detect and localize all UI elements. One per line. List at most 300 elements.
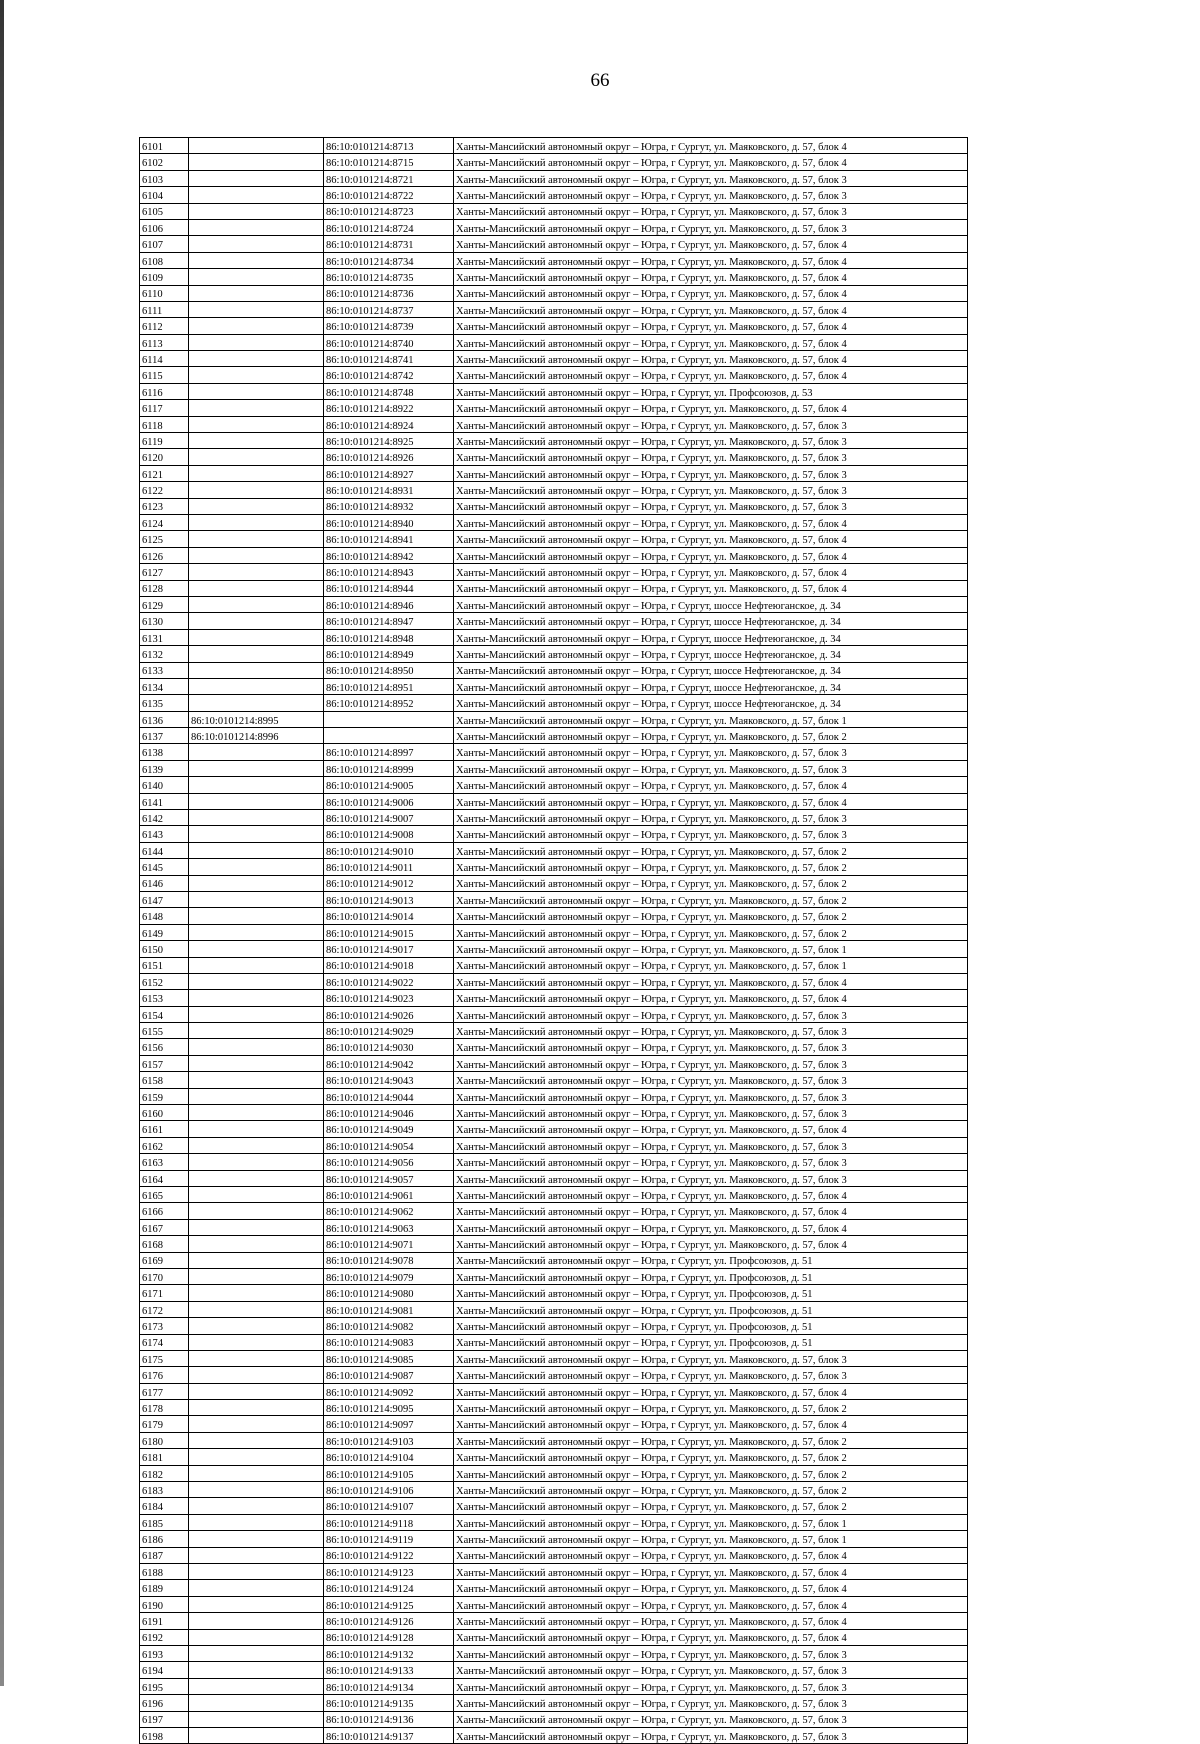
object-number-cell: 86:10:0101214:9062 <box>324 1203 454 1219</box>
row-number-cell: 6180 <box>140 1432 189 1448</box>
table-row <box>140 1285 968 1301</box>
object-number-cell: 86:10:0101214:9106 <box>324 1482 454 1498</box>
address-cell: Ханты-Мансийский автономный округ – Югра, г Сургут, ул. Маяковского, д. 57, блок 4 <box>454 154 968 170</box>
row-number-cell: 6188 <box>140 1563 189 1579</box>
address-cell: Ханты-Мансийский автономный округ – Югра, г Сургут, ул. Маяковского, д. 57, блок 3 <box>454 187 968 203</box>
row-number-cell: 6183 <box>140 1482 189 1498</box>
parcel-number-cell <box>189 1350 324 1366</box>
row-number-cell: 6154 <box>140 1006 189 1022</box>
object-number-cell: 86:10:0101214:8997 <box>324 744 454 760</box>
row-number-cell: 6176 <box>140 1367 189 1383</box>
parcel-number-cell <box>189 1055 324 1071</box>
address-cell: Ханты-Мансийский автономный округ – Югра, г Сургут, ул. Маяковского, д. 57, блок 3 <box>454 760 968 776</box>
object-number-cell: 86:10:0101214:9014 <box>324 908 454 924</box>
parcel-number-cell <box>189 203 324 219</box>
object-number-cell: 86:10:0101214:9010 <box>324 842 454 858</box>
parcel-number-cell <box>189 219 324 235</box>
object-number-cell: 86:10:0101214:8734 <box>324 252 454 268</box>
address-cell: Ханты-Мансийский автономный округ – Югра, г Сургут, ул. Маяковского, д. 57, блок 4 <box>454 990 968 1006</box>
row-number-cell: 6109 <box>140 269 189 285</box>
row-number-cell: 6191 <box>140 1613 189 1629</box>
parcel-number-cell <box>189 580 324 596</box>
table-row <box>140 301 968 317</box>
parcel-number-cell <box>189 1318 324 1334</box>
object-number-cell: 86:10:0101214:8947 <box>324 613 454 629</box>
row-number-cell: 6189 <box>140 1580 189 1596</box>
table-row <box>140 1334 968 1350</box>
parcel-number-cell <box>189 941 324 957</box>
address-cell: Ханты-Мансийский автономный округ – Югра, г Сургут, ул. Маяковского, д. 57, блок 4 <box>454 1580 968 1596</box>
address-cell: Ханты-Мансийский автономный округ – Югра, г Сургут, ул. Маяковского, д. 57, блок 4 <box>454 351 968 367</box>
address-cell: Ханты-Мансийский автономный округ – Югра, г Сургут, ул. Маяковского, д. 57, блок 3 <box>454 1006 968 1022</box>
address-cell: Ханты-Мансийский автономный округ – Югра, г Сургут, ул. Маяковского, д. 57, блок 3 <box>454 219 968 235</box>
table-row <box>140 1531 968 1547</box>
registry-table <box>139 137 968 1744</box>
object-number-cell: 86:10:0101214:9080 <box>324 1285 454 1301</box>
object-number-cell: 86:10:0101214:8742 <box>324 367 454 383</box>
parcel-number-cell <box>189 859 324 875</box>
table-row <box>140 1498 968 1514</box>
object-number-cell: 86:10:0101214:9044 <box>324 1088 454 1104</box>
row-number-cell: 6170 <box>140 1268 189 1284</box>
object-number-cell: 86:10:0101214:9095 <box>324 1400 454 1416</box>
object-number-cell: 86:10:0101214:9061 <box>324 1187 454 1203</box>
object-number-cell: 86:10:0101214:9083 <box>324 1334 454 1350</box>
parcel-number-cell <box>189 613 324 629</box>
table-row <box>140 891 968 907</box>
object-number-cell: 86:10:0101214:9118 <box>324 1514 454 1530</box>
row-number-cell: 6197 <box>140 1711 189 1727</box>
parcel-number-cell <box>189 1154 324 1170</box>
address-cell: Ханты-Мансийский автономный округ – Югра, г Сургут, ул. Маяковского, д. 57, блок 3 <box>454 1154 968 1170</box>
table-row <box>140 1678 968 1694</box>
address-cell: Ханты-Мансийский автономный округ – Югра, г Сургут, шоссе Нефтеюганское, д. 34 <box>454 596 968 612</box>
object-number-cell <box>324 728 454 744</box>
parcel-number-cell <box>189 564 324 580</box>
object-number-cell: 86:10:0101214:9134 <box>324 1678 454 1694</box>
object-number-cell: 86:10:0101214:9136 <box>324 1711 454 1727</box>
table-row <box>140 170 968 186</box>
address-cell: Ханты-Мансийский автономный округ – Югра, г Сургут, ул. Маяковского, д. 57, блок 4 <box>454 547 968 563</box>
address-cell: Ханты-Мансийский автономный округ – Югра, г Сургут, ул. Маяковского, д. 57, блок 2 <box>454 891 968 907</box>
row-number-cell: 6166 <box>140 1203 189 1219</box>
object-number-cell: 86:10:0101214:8922 <box>324 400 454 416</box>
table-row <box>140 219 968 235</box>
address-cell: Ханты-Мансийский автономный округ – Югра, г Сургут, ул. Маяковского, д. 57, блок 4 <box>454 334 968 350</box>
address-cell: Ханты-Мансийский автономный округ – Югра, г Сургут, ул. Маяковского, д. 57, блок 2 <box>454 859 968 875</box>
row-number-cell: 6171 <box>140 1285 189 1301</box>
parcel-number-cell <box>189 695 324 711</box>
address-cell: Ханты-Мансийский автономный округ – Югра, г Сургут, ул. Маяковского, д. 57, блок 4 <box>454 269 968 285</box>
row-number-cell: 6162 <box>140 1137 189 1153</box>
address-cell: Ханты-Мансийский автономный округ – Югра, г Сургут, ул. Маяковского, д. 57, блок 3 <box>454 1023 968 1039</box>
object-number-cell: 86:10:0101214:9011 <box>324 859 454 875</box>
row-number-cell: 6104 <box>140 187 189 203</box>
address-cell: Ханты-Мансийский автономный округ – Югра, г Сургут, ул. Маяковского, д. 57, блок 3 <box>454 1088 968 1104</box>
table-row <box>140 1318 968 1334</box>
parcel-number-cell <box>189 908 324 924</box>
object-number-cell: 86:10:0101214:9054 <box>324 1137 454 1153</box>
parcel-number-cell <box>189 990 324 1006</box>
parcel-number-cell <box>189 1596 324 1612</box>
table-row <box>140 990 968 1006</box>
object-number-cell: 86:10:0101214:8952 <box>324 695 454 711</box>
table-row <box>140 1301 968 1317</box>
object-number-cell: 86:10:0101214:8740 <box>324 334 454 350</box>
row-number-cell: 6177 <box>140 1383 189 1399</box>
table-row <box>140 1055 968 1071</box>
table-row <box>140 1154 968 1170</box>
address-cell: Ханты-Мансийский автономный округ – Югра, г Сургут, ул. Маяковского, д. 57, блок 3 <box>454 433 968 449</box>
object-number-cell: 86:10:0101214:9092 <box>324 1383 454 1399</box>
address-cell: Ханты-Мансийский автономный округ – Югра, г Сургут, ул. Профсоюзов, д. 51 <box>454 1318 968 1334</box>
address-cell: Ханты-Мансийский автономный округ – Югра, г Сургут, ул. Маяковского, д. 57, блок 3 <box>454 744 968 760</box>
table-row <box>140 973 968 989</box>
object-number-cell: 86:10:0101214:9012 <box>324 875 454 891</box>
parcel-number-cell <box>189 1105 324 1121</box>
object-number-cell: 86:10:0101214:9022 <box>324 973 454 989</box>
row-number-cell: 6167 <box>140 1219 189 1235</box>
row-number-cell: 6121 <box>140 465 189 481</box>
table-row <box>140 433 968 449</box>
table-row <box>140 547 968 563</box>
table-row <box>140 1252 968 1268</box>
row-number-cell: 6173 <box>140 1318 189 1334</box>
object-number-cell: 86:10:0101214:8932 <box>324 498 454 514</box>
parcel-number-cell <box>189 1465 324 1481</box>
table-row <box>140 1547 968 1563</box>
address-cell: Ханты-Мансийский автономный округ – Югра, г Сургут, ул. Маяковского, д. 57, блок 4 <box>454 367 968 383</box>
object-number-cell: 86:10:0101214:8931 <box>324 482 454 498</box>
parcel-number-cell <box>189 1285 324 1301</box>
address-cell: Ханты-Мансийский автономный округ – Югра, г Сургут, ул. Маяковского, д. 57, блок 4 <box>454 973 968 989</box>
row-number-cell: 6165 <box>140 1187 189 1203</box>
table-row <box>140 1695 968 1711</box>
object-number-cell: 86:10:0101214:8944 <box>324 580 454 596</box>
table-row <box>140 383 968 399</box>
table-row <box>140 138 968 154</box>
table-row <box>140 662 968 678</box>
address-cell: Ханты-Мансийский автономный округ – Югра, г Сургут, ул. Маяковского, д. 57, блок 2 <box>454 1432 968 1448</box>
row-number-cell: 6169 <box>140 1252 189 1268</box>
object-number-cell: 86:10:0101214:8925 <box>324 433 454 449</box>
address-cell: Ханты-Мансийский автономный округ – Югра, г Сургут, ул. Профсоюзов, д. 51 <box>454 1268 968 1284</box>
table-row <box>140 1006 968 1022</box>
table-row <box>140 728 968 744</box>
table-row <box>140 744 968 760</box>
object-number-cell: 86:10:0101214:9124 <box>324 1580 454 1596</box>
row-number-cell: 6127 <box>140 564 189 580</box>
table-row <box>140 285 968 301</box>
address-cell: Ханты-Мансийский автономный округ – Югра, г Сургут, ул. Маяковского, д. 57, блок 1 <box>454 941 968 957</box>
row-number-cell: 6140 <box>140 777 189 793</box>
table-row <box>140 941 968 957</box>
row-number-cell: 6185 <box>140 1514 189 1530</box>
address-cell: Ханты-Мансийский автономный округ – Югра, г Сургут, ул. Маяковского, д. 57, блок 2 <box>454 875 968 891</box>
parcel-number-cell <box>189 875 324 891</box>
address-cell: Ханты-Мансийский автономный округ – Югра, г Сургут, ул. Маяковского, д. 57, блок 3 <box>454 203 968 219</box>
table-row <box>140 400 968 416</box>
address-cell: Ханты-Мансийский автономный округ – Югра, г Сургут, ул. Маяковского, д. 57, блок 1 <box>454 1531 968 1547</box>
parcel-number-cell <box>189 449 324 465</box>
table-row <box>140 514 968 530</box>
parcel-number-cell <box>189 1629 324 1645</box>
parcel-number-cell <box>189 1711 324 1727</box>
address-cell: Ханты-Мансийский автономный округ – Югра, г Сургут, ул. Маяковского, д. 57, блок 4 <box>454 318 968 334</box>
address-cell: Ханты-Мансийский автономный округ – Югра, г Сургут, ул. Маяковского, д. 57, блок 4 <box>454 580 968 596</box>
table-row <box>140 695 968 711</box>
table-row <box>140 1727 968 1743</box>
row-number-cell: 6107 <box>140 236 189 252</box>
object-number-cell: 86:10:0101214:9057 <box>324 1170 454 1186</box>
table-row <box>140 793 968 809</box>
row-number-cell: 6158 <box>140 1072 189 1088</box>
address-cell: Ханты-Мансийский автономный округ – Югра, г Сургут, шоссе Нефтеюганское, д. 34 <box>454 662 968 678</box>
parcel-number-cell <box>189 1039 324 1055</box>
object-number-cell: 86:10:0101214:9107 <box>324 1498 454 1514</box>
row-number-cell: 6152 <box>140 973 189 989</box>
parcel-number-cell <box>189 1219 324 1235</box>
table-row <box>140 1088 968 1104</box>
row-number-cell: 6111 <box>140 301 189 317</box>
parcel-number-cell <box>189 252 324 268</box>
address-cell: Ханты-Мансийский автономный округ – Югра, г Сургут, шоссе Нефтеюганское, д. 34 <box>454 678 968 694</box>
row-number-cell: 6122 <box>140 482 189 498</box>
table-row <box>140 1203 968 1219</box>
row-number-cell: 6143 <box>140 826 189 842</box>
parcel-number-cell <box>189 498 324 514</box>
row-number-cell: 6132 <box>140 646 189 662</box>
parcel-number-cell <box>189 826 324 842</box>
table-row <box>140 1596 968 1612</box>
object-number-cell: 86:10:0101214:9017 <box>324 941 454 957</box>
address-cell: Ханты-Мансийский автономный округ – Югра, г Сургут, ул. Маяковского, д. 57, блок 4 <box>454 793 968 809</box>
parcel-number-cell <box>189 1334 324 1350</box>
table-row <box>140 1039 968 1055</box>
address-cell: Ханты-Мансийский автономный округ – Югра, г Сургут, ул. Маяковского, д. 57, блок 3 <box>454 1678 968 1694</box>
row-number-cell: 6116 <box>140 383 189 399</box>
row-number-cell: 6108 <box>140 252 189 268</box>
object-number-cell: 86:10:0101214:8748 <box>324 383 454 399</box>
object-number-cell: 86:10:0101214:9015 <box>324 924 454 940</box>
parcel-number-cell <box>189 1121 324 1137</box>
address-cell: Ханты-Мансийский автономный округ – Югра, г Сургут, ул. Маяковского, д. 57, блок 4 <box>454 531 968 547</box>
address-cell: Ханты-Мансийский автономный округ – Югра, г Сургут, ул. Маяковского, д. 57, блок 4 <box>454 1236 968 1252</box>
address-cell: Ханты-Мансийский автономный округ – Югра, г Сургут, ул. Маяковского, д. 57, блок 1 <box>454 957 968 973</box>
object-number-cell: 86:10:0101214:9042 <box>324 1055 454 1071</box>
row-number-cell: 6155 <box>140 1023 189 1039</box>
address-cell: Ханты-Мансийский автономный округ – Югра, г Сургут, шоссе Нефтеюганское, д. 34 <box>454 613 968 629</box>
table-row <box>140 678 968 694</box>
row-number-cell: 6194 <box>140 1662 189 1678</box>
table-row <box>140 1580 968 1596</box>
object-number-cell: 86:10:0101214:8924 <box>324 416 454 432</box>
parcel-number-cell <box>189 1727 324 1743</box>
address-cell: Ханты-Мансийский автономный округ – Югра, г Сургут, ул. Маяковского, д. 57, блок 3 <box>454 498 968 514</box>
parcel-number-cell <box>189 482 324 498</box>
address-cell: Ханты-Мансийский автономный округ – Югра, г Сургут, ул. Профсоюзов, д. 53 <box>454 383 968 399</box>
parcel-number-cell <box>189 170 324 186</box>
object-number-cell: 86:10:0101214:8724 <box>324 219 454 235</box>
object-number-cell: 86:10:0101214:9046 <box>324 1105 454 1121</box>
row-number-cell: 6102 <box>140 154 189 170</box>
address-cell: Ханты-Мансийский автономный округ – Югра, г Сургут, ул. Маяковского, д. 57, блок 4 <box>454 1383 968 1399</box>
table-row <box>140 1613 968 1629</box>
parcel-number-cell <box>189 1432 324 1448</box>
object-number-cell: 86:10:0101214:8723 <box>324 203 454 219</box>
object-number-cell: 86:10:0101214:8999 <box>324 760 454 776</box>
parcel-number-cell <box>189 1547 324 1563</box>
row-number-cell: 6149 <box>140 924 189 940</box>
object-number-cell: 86:10:0101214:9105 <box>324 1465 454 1481</box>
object-number-cell: 86:10:0101214:8735 <box>324 269 454 285</box>
page-number: 66 <box>590 70 610 91</box>
parcel-number-cell <box>189 744 324 760</box>
object-number-cell: 86:10:0101214:9006 <box>324 793 454 809</box>
object-number-cell: 86:10:0101214:9081 <box>324 1301 454 1317</box>
row-number-cell: 6182 <box>140 1465 189 1481</box>
address-cell: Ханты-Мансийский автономный округ – Югра, г Сургут, ул. Маяковского, д. 57, блок 2 <box>454 908 968 924</box>
table-row <box>140 810 968 826</box>
row-number-cell: 6164 <box>140 1170 189 1186</box>
address-cell: Ханты-Мансийский автономный округ – Югра, г Сургут, ул. Маяковского, д. 57, блок 2 <box>454 842 968 858</box>
table-row <box>140 465 968 481</box>
row-number-cell: 6187 <box>140 1547 189 1563</box>
row-number-cell: 6139 <box>140 760 189 776</box>
object-number-cell: 86:10:0101214:9132 <box>324 1645 454 1661</box>
parcel-number-cell <box>189 269 324 285</box>
parcel-number-cell <box>189 318 324 334</box>
object-number-cell: 86:10:0101214:9026 <box>324 1006 454 1022</box>
table-row <box>140 187 968 203</box>
table-row <box>140 1629 968 1645</box>
address-cell: Ханты-Мансийский автономный округ – Югра, г Сургут, ул. Маяковского, д. 57, блок 4 <box>454 1547 968 1563</box>
row-number-cell: 6129 <box>140 596 189 612</box>
address-cell: Ханты-Мансийский автономный округ – Югра, г Сургут, ул. Маяковского, д. 57, блок 3 <box>454 416 968 432</box>
parcel-number-cell <box>189 810 324 826</box>
table-row <box>140 842 968 858</box>
table-row <box>140 924 968 940</box>
row-number-cell: 6190 <box>140 1596 189 1612</box>
row-number-cell: 6195 <box>140 1678 189 1694</box>
table-row <box>140 875 968 891</box>
table-row <box>140 908 968 924</box>
table-row <box>140 859 968 875</box>
parcel-number-cell: 86:10:0101214:8996 <box>189 728 324 744</box>
object-number-cell: 86:10:0101214:9029 <box>324 1023 454 1039</box>
object-number-cell: 86:10:0101214:9071 <box>324 1236 454 1252</box>
row-number-cell: 6135 <box>140 695 189 711</box>
object-number-cell: 86:10:0101214:9082 <box>324 1318 454 1334</box>
table-row <box>140 449 968 465</box>
parcel-number-cell <box>189 646 324 662</box>
row-number-cell: 6119 <box>140 433 189 449</box>
parcel-number-cell <box>189 1662 324 1678</box>
object-number-cell: 86:10:0101214:9137 <box>324 1727 454 1743</box>
table-row <box>140 318 968 334</box>
parcel-number-cell <box>189 662 324 678</box>
table-row <box>140 646 968 662</box>
object-number-cell: 86:10:0101214:9119 <box>324 1531 454 1547</box>
row-number-cell: 6101 <box>140 138 189 154</box>
object-number-cell: 86:10:0101214:9133 <box>324 1662 454 1678</box>
parcel-number-cell <box>189 236 324 252</box>
address-cell: Ханты-Мансийский автономный округ – Югра, г Сургут, ул. Маяковского, д. 57, блок 4 <box>454 1187 968 1203</box>
object-number-cell: 86:10:0101214:9135 <box>324 1695 454 1711</box>
parcel-number-cell <box>189 1695 324 1711</box>
address-cell: Ханты-Мансийский автономный округ – Югра, г Сургут, ул. Маяковского, д. 57, блок 4 <box>454 1596 968 1612</box>
address-cell: Ханты-Мансийский автономный округ – Югра, г Сургут, ул. Маяковского, д. 57, блок 3 <box>454 1039 968 1055</box>
object-number-cell: 86:10:0101214:8739 <box>324 318 454 334</box>
address-cell: Ханты-Мансийский автономный округ – Югра, г Сургут, ул. Маяковского, д. 57, блок 3 <box>454 1170 968 1186</box>
object-number-cell: 86:10:0101214:9079 <box>324 1268 454 1284</box>
table-row <box>140 1482 968 1498</box>
parcel-number-cell <box>189 531 324 547</box>
object-number-cell <box>324 711 454 727</box>
row-number-cell: 6184 <box>140 1498 189 1514</box>
parcel-number-cell <box>189 1498 324 1514</box>
table-row <box>140 531 968 547</box>
address-cell: Ханты-Мансийский автономный округ – Югра, г Сургут, ул. Маяковского, д. 57, блок 4 <box>454 1121 968 1137</box>
table-row <box>140 236 968 252</box>
object-number-cell: 86:10:0101214:8946 <box>324 596 454 612</box>
row-number-cell: 6112 <box>140 318 189 334</box>
table-row <box>140 1400 968 1416</box>
parcel-number-cell <box>189 367 324 383</box>
row-number-cell: 6124 <box>140 514 189 530</box>
row-number-cell: 6138 <box>140 744 189 760</box>
parcel-number-cell <box>189 1088 324 1104</box>
row-number-cell: 6147 <box>140 891 189 907</box>
row-number-cell: 6179 <box>140 1416 189 1432</box>
row-number-cell: 6157 <box>140 1055 189 1071</box>
parcel-number-cell <box>189 285 324 301</box>
table-row <box>140 711 968 727</box>
registry-table-body <box>140 138 968 1744</box>
table-row <box>140 1137 968 1153</box>
row-number-cell: 6130 <box>140 613 189 629</box>
object-number-cell: 86:10:0101214:8941 <box>324 531 454 547</box>
row-number-cell: 6161 <box>140 1121 189 1137</box>
table-row <box>140 760 968 776</box>
row-number-cell: 6172 <box>140 1301 189 1317</box>
row-number-cell: 6141 <box>140 793 189 809</box>
table-row <box>140 1563 968 1579</box>
object-number-cell: 86:10:0101214:9063 <box>324 1219 454 1235</box>
row-number-cell: 6175 <box>140 1350 189 1366</box>
object-number-cell: 86:10:0101214:8721 <box>324 170 454 186</box>
address-cell: Ханты-Мансийский автономный округ – Югра, г Сургут, ул. Маяковского, д. 57, блок 4 <box>454 514 968 530</box>
object-number-cell: 86:10:0101214:9123 <box>324 1563 454 1579</box>
object-number-cell: 86:10:0101214:8713 <box>324 138 454 154</box>
row-number-cell: 6146 <box>140 875 189 891</box>
table-row <box>140 1219 968 1235</box>
parcel-number-cell <box>189 1531 324 1547</box>
row-number-cell: 6159 <box>140 1088 189 1104</box>
row-number-cell: 6131 <box>140 629 189 645</box>
row-number-cell: 6136 <box>140 711 189 727</box>
address-cell: Ханты-Мансийский автономный округ – Югра, г Сургут, ул. Маяковского, д. 57, блок 1 <box>454 1514 968 1530</box>
address-cell: Ханты-Мансийский автономный округ – Югра, г Сургут, ул. Маяковского, д. 57, блок 2 <box>454 924 968 940</box>
object-number-cell: 86:10:0101214:9125 <box>324 1596 454 1612</box>
object-number-cell: 86:10:0101214:9018 <box>324 957 454 973</box>
row-number-cell: 6114 <box>140 351 189 367</box>
row-number-cell: 6156 <box>140 1039 189 1055</box>
table-row <box>140 564 968 580</box>
address-cell: Ханты-Мансийский автономный округ – Югра, г Сургут, ул. Маяковского, д. 57, блок 3 <box>454 1072 968 1088</box>
object-number-cell: 86:10:0101214:8940 <box>324 514 454 530</box>
object-number-cell: 86:10:0101214:8715 <box>324 154 454 170</box>
